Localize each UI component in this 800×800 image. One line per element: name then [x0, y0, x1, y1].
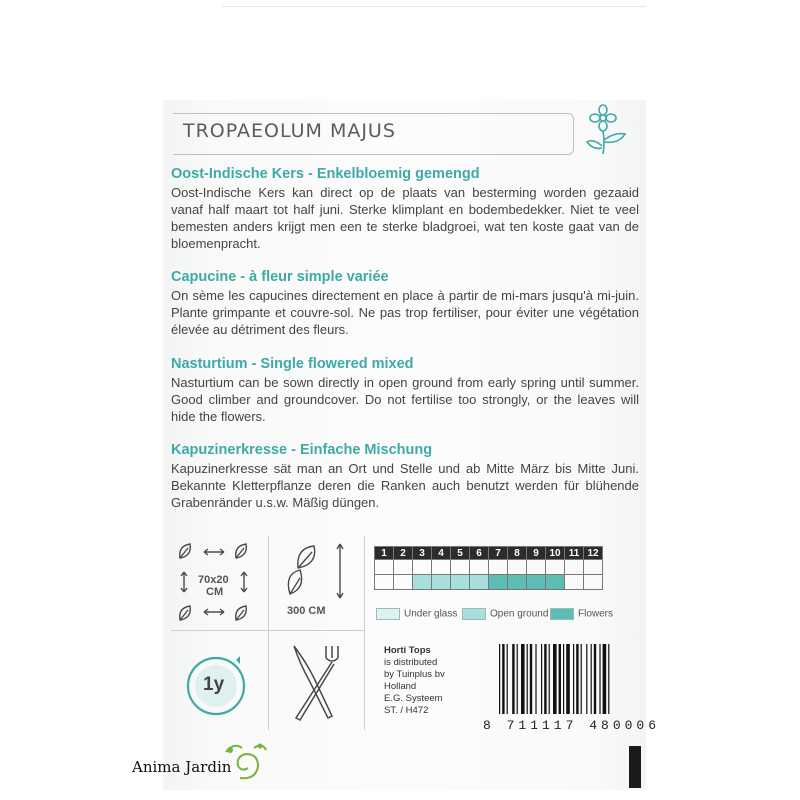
section-text-de: Kapuzinerkresse sät man an Ort und Stelle und ab Mitte März bis Mitte Juni. Bekannte Kletterpflanze deren die Ranken auch benutzt werden für blühende Grabenränder u.s.w. Mäßig düngen. — [171, 461, 639, 510]
barcode-bar — [544, 644, 546, 714]
distributor-info — [384, 645, 445, 717]
barcode-bar — [499, 644, 500, 714]
legend-under-glass-label: Under glass — [404, 608, 458, 620]
section-heading-de: Kapuzinerkresse - Einfache Mischung — [171, 442, 433, 458]
legend-open-ground — [462, 608, 548, 620]
barcode-number: 8 711117 480006 — [483, 718, 661, 733]
section-heading-nl: Oost-Indische Kers - Enkelbloemig gemengd — [171, 166, 480, 182]
edible-cutlery-icon — [286, 642, 342, 722]
calendar-cell — [394, 560, 413, 575]
calendar-cell — [451, 560, 470, 575]
calendar-cell — [527, 560, 546, 575]
barcode-bar — [586, 644, 587, 714]
barcode-bar — [559, 644, 561, 714]
distributor-line-2: by Tuinplus bv — [384, 669, 445, 680]
divider-vertical — [268, 536, 269, 730]
month-header: 11 — [565, 547, 584, 560]
flowers-cell — [527, 575, 546, 590]
month-header: 5 — [451, 547, 470, 560]
section-text-fr: On sème les capucines directement en place à partir de mi-mars jusqu'à mi-juin. Plante grimpante et couvre-sol. Ne pas trop fertiliser, pour éviter une végétation élevée au détriment des fleurs. — [171, 288, 639, 337]
month-header: 3 — [413, 547, 432, 560]
barcode-bar — [553, 644, 557, 714]
month-header: 12 — [584, 547, 603, 560]
calendar-cell — [470, 560, 489, 575]
month-header: 1 — [375, 547, 394, 560]
height-value: 300 CM — [287, 605, 326, 617]
section-text-en: Nasturtium can be sown directly in open ground from early spring until summer. Good climber and groundcover. Do not fertilise too strongly, or the leaves will hide the flowers. — [171, 375, 639, 424]
barcode-bar — [608, 644, 609, 714]
calendar-cell — [508, 560, 527, 575]
black-marker-bar — [629, 746, 641, 788]
flowers-cell — [489, 575, 508, 590]
under-glass-swatch — [376, 608, 400, 620]
section-heading-fr: Capucine - à fleur simple variée — [171, 269, 389, 285]
calendar-cell — [432, 560, 451, 575]
legend-open-ground-label: Open ground — [490, 608, 549, 620]
legend-under-glass — [376, 608, 457, 620]
barcode-bar — [541, 644, 542, 714]
calendar-cell — [489, 560, 508, 575]
barcode-bar — [563, 644, 564, 714]
spacing-unit: CM — [206, 586, 224, 598]
top-rule — [222, 6, 646, 7]
divider-vertical-2 — [364, 536, 365, 730]
calendar-cell — [375, 560, 394, 575]
sowing-calendar — [374, 546, 603, 590]
spacing-value: 70x20 — [198, 574, 229, 586]
lifecycle-label: 1y — [203, 674, 225, 695]
distributor-line-1: is distributed — [384, 657, 438, 668]
month-header: 10 — [546, 547, 565, 560]
section-heading-en: Nasturtium - Single flowered mixed — [171, 356, 414, 372]
month-header: 9 — [527, 547, 546, 560]
open-ground-cell — [470, 575, 489, 590]
legend-flowers-label: Flowers — [578, 608, 614, 620]
barcode-bar — [527, 644, 528, 714]
page-title: TROPAEOLUM MAJUS — [183, 120, 396, 142]
open-ground-cell — [413, 575, 432, 590]
flowers-swatch — [550, 608, 574, 620]
distributor-line-4: E.G. Systeem — [384, 693, 443, 704]
calendar-cell — [584, 560, 603, 575]
month-header: 8 — [508, 547, 527, 560]
distributor-name: Horti Tops — [384, 645, 431, 656]
flowers-cell — [508, 575, 527, 590]
barcode-bar — [521, 644, 525, 714]
flower-icon — [583, 104, 633, 156]
calendar-cell — [584, 575, 603, 590]
barcode-bar — [549, 644, 550, 714]
open-ground-cell — [451, 575, 470, 590]
barcode-bar — [517, 644, 518, 714]
barcode-bar — [581, 644, 582, 714]
calendar-cell — [565, 575, 584, 590]
month-header: 2 — [394, 547, 413, 560]
calendar-cell — [565, 560, 584, 575]
legend-flowers — [550, 608, 613, 620]
barcode-bar — [566, 644, 570, 714]
flowers-cell — [546, 575, 565, 590]
calendar-cell — [375, 575, 394, 590]
barcode-bar — [591, 644, 592, 714]
calendar-cell — [394, 575, 413, 590]
open-ground-cell — [432, 575, 451, 590]
barcode-bar — [603, 644, 607, 714]
distributor-line-3: Holland — [384, 681, 417, 692]
section-text-nl: Oost-Indische Kers kan direct op de plaats van besterming worden gezaaid vanaf half maart tot half juni. Sterke klimplant en bodembedekker. Niet te veel bemesten anders krijgt men een te sterke bladgroei, wat ten koste gaat van de bloemenpracht. — [171, 185, 639, 251]
barcode-bar — [507, 644, 508, 714]
month-header: 6 — [470, 547, 489, 560]
plant-height-icon — [280, 540, 354, 604]
calendar-cell — [413, 560, 432, 575]
distributor-line-5: ST. / H472 — [384, 705, 429, 716]
barcode-bar — [594, 644, 596, 714]
barcode-bar — [530, 644, 532, 714]
barcode-bar — [576, 644, 578, 714]
barcode-bar — [599, 644, 600, 714]
calendar-cell — [546, 560, 565, 575]
month-header: 4 — [432, 547, 451, 560]
barcode-bar — [573, 644, 574, 714]
open-ground-swatch — [462, 608, 486, 620]
barcode-bar — [535, 644, 536, 714]
brand-logo-text: Anima Jardin — [132, 758, 232, 776]
month-header: 7 — [489, 547, 508, 560]
barcode-bar — [512, 644, 514, 714]
barcode-bar — [502, 644, 504, 714]
